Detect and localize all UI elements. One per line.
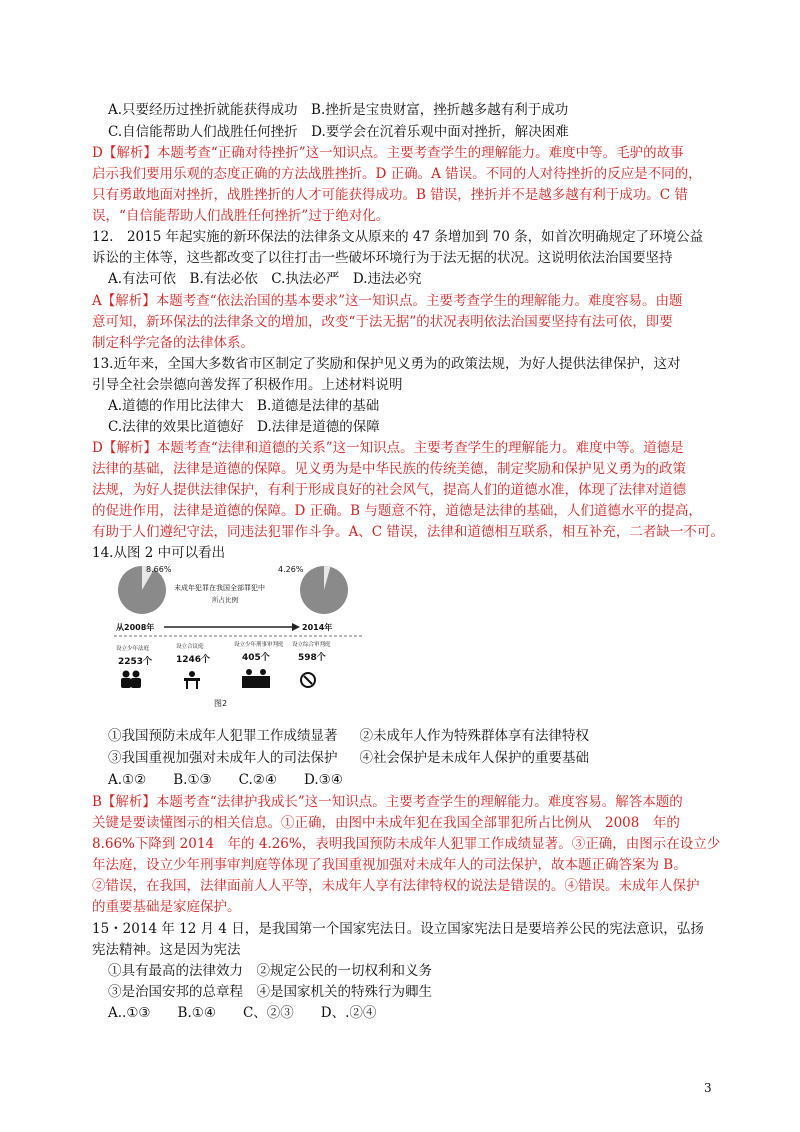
q14-options: A.①② B.①③ C.②④ D.③④	[108, 772, 343, 788]
q14-analysis-line: 关键是要读懂图示的相关信息。①正确，由图中未成年犯在我国全部罪犯所占比例从 2008 年的	[92, 815, 680, 831]
arrow-head-icon	[292, 623, 300, 631]
q15-statements-line2: ③是治国安邦的总章程 ④是国家机关的特殊行为卿生	[108, 984, 432, 1000]
page-number: 3	[704, 1081, 712, 1095]
people-icon	[121, 671, 141, 689]
item-value: 405个	[242, 653, 270, 663]
pie-2008-percent: 8.66%	[146, 565, 172, 574]
q11-analysis-line: 误，“自信能帮助人们战胜任何挫折”过于绝对化。	[92, 208, 390, 224]
q14-statement-4: ④社会保护是未成年人保护的重要基础	[359, 750, 589, 766]
q14-statements-line1	[108, 726, 589, 746]
q13-options-line2: C.法律的效果比道德好 D.法律是道德的保障	[108, 419, 380, 435]
meeting-icon	[184, 671, 200, 689]
q13-analysis-line: D【解析】本题考查“法律和道德的关系”这一知识点。主要考查学生的理解能力。难度中等。道德是	[92, 440, 684, 456]
item-label: 设立综合审判庭	[292, 642, 331, 648]
q11-analysis-line: 启示我们要用乐观的态度正确的方法战胜挫折。D 正确。A 错误。不同的人对待挫折的反应是不同的，	[92, 166, 702, 182]
q13-stem-line: 引导全社会崇德向善发挥了积极作用。上述材料说明	[92, 377, 403, 393]
q12-stem-line: 12. 2015 年起实施的新环保法的法律条文从原来的 47 条增加到 70 条，如首次明确规定了环境公益	[92, 229, 704, 245]
item-value: 598个	[298, 653, 326, 663]
q13-analysis-line: 的促进作用，法律是道德的保障。D 正确。B 与题意不符，道德是法律的基础，人们道德水平的提高，	[92, 503, 702, 519]
q14-analysis-line: B【解析】本题考查“法律护我成长”这一知识点。主要考查学生的理解能力。难度容易。解答本题的	[92, 794, 683, 810]
q12-analysis-line: A【解析】本题考查“依法治国的基本要求”这一知识点。主要考查学生的理解能力。难度容易。由题	[92, 293, 683, 309]
pie-2014	[300, 566, 348, 614]
pie-2014-percent: 4.26%	[278, 565, 304, 574]
q13-analysis-line: 有助于人们遵纪守法，同违法犯罪作斗争。A、C 错误，法律和道德相互联系，相互补充，二者缺一不可。	[92, 524, 724, 540]
item-value: 2253个	[118, 657, 153, 667]
q14-analysis-line: 的重要基础是家庭保护。	[92, 899, 241, 915]
q12-analysis-line: 制定科学完备的法律体系。	[92, 335, 254, 351]
item-label: 设立少年刑事审判庭	[234, 642, 284, 648]
q12-analysis-line: 意可知，新环保法的法律条文的增加，改变“于法无据”的状况表明依法治国要坚持有法可依，即要	[92, 314, 673, 330]
q14-analysis-line: ②错误，在我国，法律面前人人平等，未成年人享有法律特权的说法是错误的。④错误。未成年人保护	[92, 878, 700, 894]
q13-analysis-line: 法规，为好人提供法律保护，有利于形成良好的社会风气，提高人们的道德水准，体现了法律对道德	[92, 482, 686, 498]
item-label: 设立合议庭	[176, 644, 204, 650]
q15-stem-line: 15・2014 年 12 月 4 日，是我国第一个国家宪法日。设立国家宪法日是要培养公民的宪法意识，弘扬	[92, 921, 704, 937]
gavel-icon	[301, 673, 315, 687]
q13-stem-line: 13.近年来，全国大多数省市区制定了奖励和保护见义勇为的政策法规，为好人提供法律保护，这对	[92, 356, 681, 372]
year-from-label: 从2008年	[116, 623, 155, 632]
q12-options: A.有法可依 B.有法必依 C.执法必严 D.违法必究	[108, 271, 422, 287]
q15-options: A..①③ B.①④ C、②③ D、.②④	[108, 1005, 377, 1021]
q14-statement-2: ②未成年人作为特殊群体享有法律特权	[359, 728, 589, 744]
q14-statements-line2	[108, 748, 589, 768]
q14-statement-3: ③我国重视加强对未成年人的司法保护	[108, 750, 338, 766]
item-value: 1246个	[176, 655, 211, 665]
q15-stem-line: 宪法精神。这是因为宪法	[92, 942, 241, 958]
item-label: 设立少年法庭	[116, 646, 150, 652]
q13-analysis-line: 法律的基础，法律是道德的保障。见义勇为是中华民族的传统美德，制定奖励和保护见义勇为的政策	[92, 461, 686, 477]
q13-options-line1: A.道德的作用比法律大 B.道德是法律的基础	[108, 398, 380, 414]
q11-options-line1: A.只要经历过挫折就能获得成功 B.挫折是宝贵财富，挫折越多越有利于成功	[108, 102, 569, 118]
q14-analysis-line: 年法庭，设立少年刑事审判庭等体现了我国重视加强对未成年人的司法保护，故本题正确答案为 B。	[92, 857, 687, 873]
q11-analysis-line: D【解析】本题考查“正确对待挫折”这一知识点。主要考查学生的理解能力。难度中等。毛驴的故事	[92, 145, 684, 161]
q14-stem: 14.从图 2 中可以看出	[92, 545, 226, 561]
figure-label: 图2	[214, 699, 228, 708]
figure-caption-center: 未成年犯罪在我国全部罪犯中	[174, 584, 265, 592]
q15-statements-line1: ①具有最高的法律效力 ②规定公民的一切权利和义务	[108, 963, 432, 979]
q12-stem-line: 诉讼的主体等，这些都改变了以往打击一些破坏环境行为于法无据的状况。这说明依法治国要坚持	[92, 250, 673, 266]
q14-analysis-line: 8.66%下降到 2014 年的 4.26%，表明我国预防未成年人犯罪工作成绩显著。③正确，由图示在设立少	[92, 836, 721, 852]
courtroom-icon	[242, 669, 270, 688]
q11-options-line2: C.自信能帮助人们战胜任何挫折 D.要学会在沉着乐观中面对挫折，解决困难	[108, 124, 569, 140]
figure-2-infographic	[112, 560, 364, 710]
q14-statement-1: ①我国预防未成年人犯罪工作成绩显著	[108, 728, 338, 744]
figure-caption-center-2: 所占比例	[212, 596, 238, 604]
year-to-label: 2014年	[302, 623, 333, 632]
q11-analysis-line: 只有勇敢地面对挫折，战胜挫折的人才可能获得成功。B 错误，挫折并不是越多越有利于成功。C 错	[92, 187, 688, 203]
